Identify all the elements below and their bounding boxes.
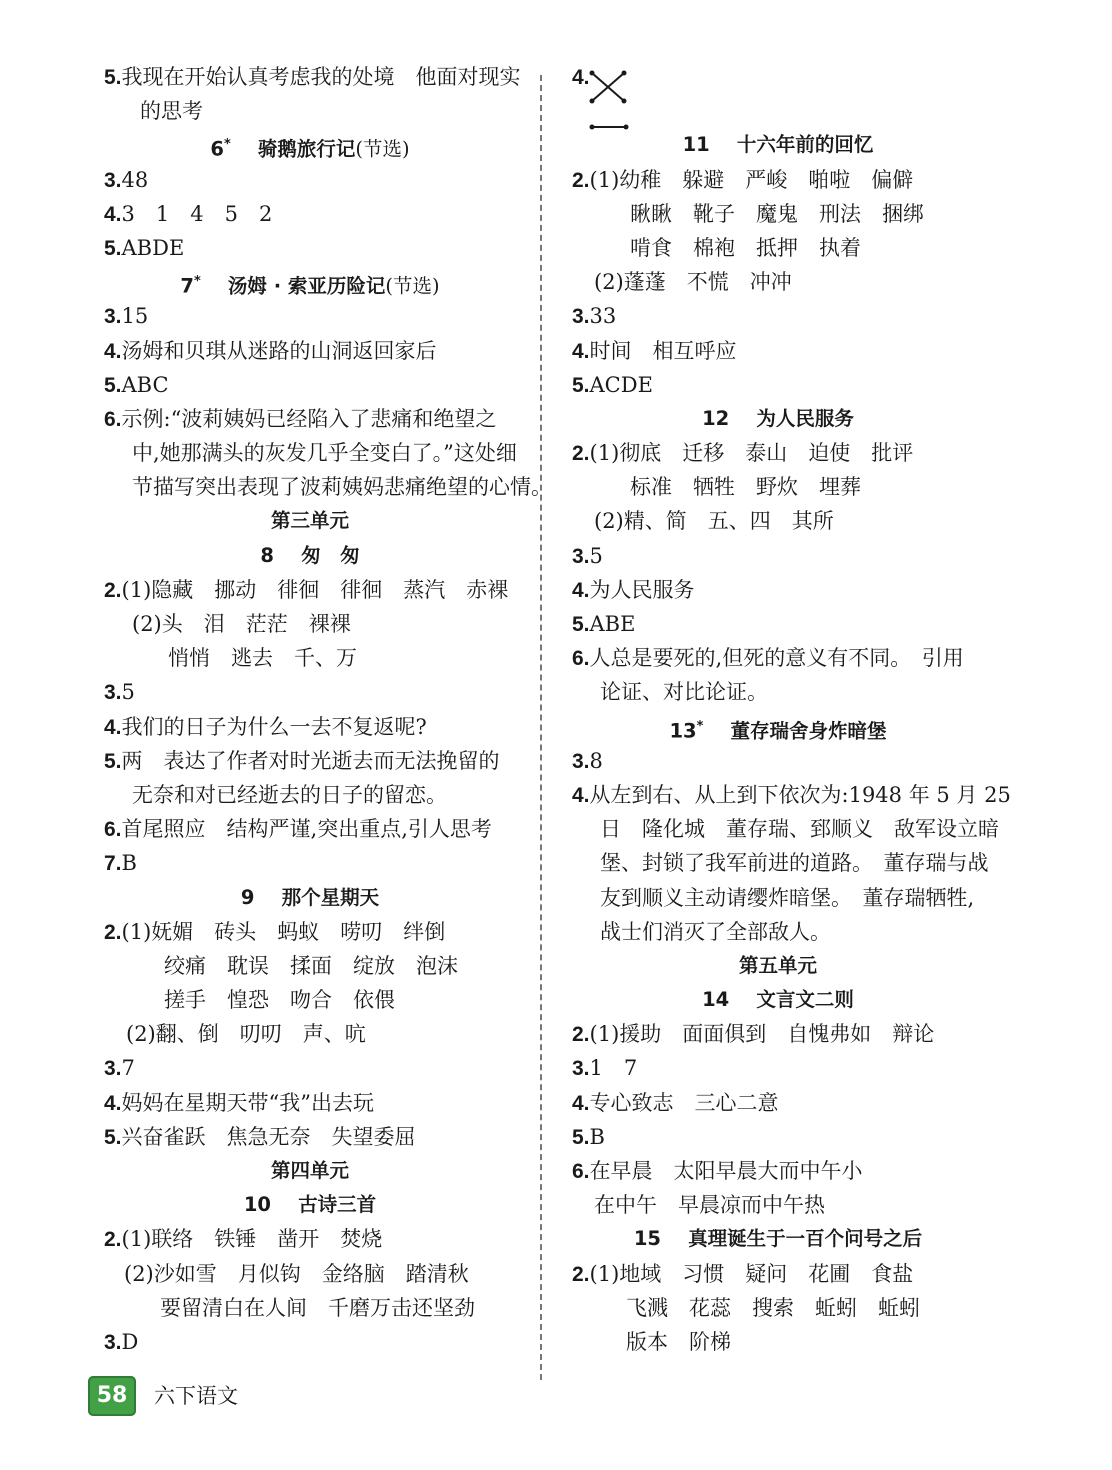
answer-text: 示例:“波莉姨妈已经陷入了悲痛和绝望之 xyxy=(121,406,497,431)
answer-text: 1 7 xyxy=(589,1056,638,1081)
matching-dot xyxy=(622,71,627,76)
answer-text: (2)头 泪 茫茫 裸裸 xyxy=(132,612,351,636)
lesson-heading xyxy=(90,539,530,573)
answer-text: 人总是要死的,但死的意义有不同。 引用 xyxy=(589,646,964,671)
answer-text: B xyxy=(589,1124,605,1149)
answer-item xyxy=(558,60,998,94)
lesson-number: 7 xyxy=(180,274,194,298)
lesson-title: 汤姆 · 索亚历险记 xyxy=(227,274,386,298)
question-number: 2. xyxy=(572,168,590,192)
question-number: 3. xyxy=(104,1057,122,1081)
lesson-title: 为人民服务 xyxy=(756,406,854,430)
answer-text: B xyxy=(121,851,137,876)
question-number: 2. xyxy=(104,578,122,602)
answer-item xyxy=(558,299,998,333)
answer-continuation xyxy=(558,504,998,538)
answer-text: ABDE xyxy=(121,235,185,260)
answer-text: (2)翻、倒 叨叨 声、吭 xyxy=(126,1022,366,1047)
lesson-title: 古诗三首 xyxy=(298,1193,377,1217)
answer-continuation xyxy=(558,94,998,128)
column-divider xyxy=(540,75,542,1380)
optional-lesson-star: * xyxy=(696,718,704,734)
answer-text: (2)蓬蓬 不慌 冲冲 xyxy=(594,270,792,295)
answer-item xyxy=(90,334,530,368)
answer-item xyxy=(558,1257,998,1291)
answer-continuation xyxy=(558,197,998,231)
answer-text: (1)联络 铁锤 凿开 焚烧 xyxy=(121,1227,383,1252)
lesson-heading xyxy=(558,949,998,983)
answer-text: 48 xyxy=(121,167,149,192)
lesson-title: 第五单元 xyxy=(738,953,817,977)
answer-text: 汤姆和贝琪从迷路的山洞返回家后 xyxy=(121,338,437,363)
answer-continuation xyxy=(558,1291,998,1325)
lesson-title: 第三单元 xyxy=(270,509,349,533)
question-number: 2. xyxy=(104,1228,122,1252)
question-number: 2. xyxy=(572,1023,590,1047)
question-number: 5. xyxy=(572,373,590,397)
answer-item xyxy=(90,846,530,880)
question-number: 3. xyxy=(572,305,590,329)
answer-text: (1)援助 面面俱到 自愧弗如 辩论 xyxy=(589,1022,935,1047)
answer-item xyxy=(558,778,1011,812)
answer-text: 兴奋雀跃 焦急无奈 失望委屈 xyxy=(121,1124,416,1149)
answer-continuation xyxy=(90,949,530,983)
answer-item xyxy=(90,710,530,744)
answer-text: 无奈和对已经逝去的日子的留恋。 xyxy=(132,782,447,807)
answer-continuation xyxy=(90,436,530,470)
answer-text: 7 xyxy=(121,1056,135,1081)
answer-text: 从左到右、从上到下依次为:1948 年 5 月 25 xyxy=(589,782,1011,807)
answer-text: (2)沙如雪 月似钩 金络脑 踏清秋 xyxy=(124,1261,469,1286)
answer-text: 在早晨 太阳早晨大而中午小 xyxy=(589,1159,863,1183)
answer-continuation xyxy=(90,1257,530,1291)
lesson-title: 匆 匆 xyxy=(301,543,360,567)
question-number: 4. xyxy=(104,1091,122,1115)
lesson-number: 10 xyxy=(243,1193,271,1217)
question-number: 6. xyxy=(104,407,122,431)
answer-text: 时间 相互呼应 xyxy=(589,338,737,363)
lesson-heading xyxy=(558,710,998,744)
lesson-heading xyxy=(90,265,530,299)
answer-text: ABC xyxy=(121,372,169,397)
lesson-title: 那个星期天 xyxy=(281,885,380,909)
lesson-heading xyxy=(90,504,530,538)
question-number: 6. xyxy=(572,1160,590,1183)
answer-item xyxy=(90,197,530,231)
answer-text: 要留清白在人间 千磨万击还坚劲 xyxy=(160,1295,475,1320)
answer-text: 33 xyxy=(589,304,617,329)
question-number: 4. xyxy=(572,66,590,89)
answer-text: 5 xyxy=(121,680,135,705)
answer-continuation xyxy=(558,470,998,504)
lesson-note: (节选) xyxy=(355,137,410,161)
lesson-title: 十六年前的回忆 xyxy=(736,133,874,157)
answer-item xyxy=(90,299,530,333)
question-number: 4. xyxy=(572,783,590,807)
answer-text: (1)幼稚 躲避 严峻 啪啦 偏僻 xyxy=(589,167,914,192)
answer-item xyxy=(558,1120,998,1154)
question-number: 5. xyxy=(104,373,122,397)
page-number-badge: 58 xyxy=(88,1376,136,1416)
lesson-title: 骑鹅旅行记 xyxy=(257,137,356,161)
answer-item xyxy=(558,1017,998,1051)
answer-continuation xyxy=(90,470,552,504)
answer-item xyxy=(90,1325,530,1359)
answer-item xyxy=(558,368,998,402)
question-number: 2. xyxy=(104,920,122,944)
answer-text: 战士们消灭了全部敌人。 xyxy=(600,919,831,944)
answer-continuation xyxy=(558,265,998,299)
answer-text: 在中午 早晨凉而中午热 xyxy=(594,1193,825,1218)
answer-item xyxy=(558,163,998,197)
answer-text: (1)地域 习惯 疑问 花圃 食盐 xyxy=(589,1261,914,1286)
answer-item xyxy=(558,641,998,675)
question-number: 5. xyxy=(104,749,122,773)
answer-text: 中,她那满头的灰发几乎全变白了。”这处细 xyxy=(132,441,517,466)
lesson-number: 8 xyxy=(260,543,274,567)
question-number: 4. xyxy=(104,202,122,226)
answer-item xyxy=(558,539,998,573)
lesson-number: 15 xyxy=(633,1227,661,1251)
answer-text: 堡、封锁了我军前进的道路。 董存瑞与战 xyxy=(600,851,989,876)
question-number: 3. xyxy=(104,305,122,329)
lesson-heading xyxy=(558,402,998,436)
answer-item xyxy=(90,1086,530,1120)
answer-text: 瞅瞅 靴子 魔鬼 刑法 捆绑 xyxy=(630,201,924,226)
answer-continuation xyxy=(558,881,998,915)
answer-item xyxy=(90,915,530,949)
lesson-heading xyxy=(90,1188,530,1222)
answer-item xyxy=(90,163,530,197)
question-number: 5. xyxy=(104,66,122,89)
optional-lesson-star: * xyxy=(193,274,201,290)
answer-item xyxy=(558,1051,998,1085)
answer-continuation xyxy=(558,675,998,709)
lesson-heading xyxy=(558,983,998,1017)
answer-text: 绞痛 耽误 揉面 绽放 泡沫 xyxy=(164,953,458,978)
lesson-heading xyxy=(558,1222,998,1256)
answer-text: 节描写突出表现了波莉姨妈悲痛绝望的心情。 xyxy=(132,475,552,500)
question-number: 3. xyxy=(104,681,122,705)
lesson-number: 13 xyxy=(669,719,697,743)
right-answer-column xyxy=(558,60,1011,1359)
answer-item xyxy=(90,744,530,778)
answer-item xyxy=(90,60,530,94)
answer-item xyxy=(558,334,998,368)
lesson-number: 14 xyxy=(702,988,730,1012)
answer-item xyxy=(558,1086,998,1120)
answer-item xyxy=(90,675,530,709)
answer-continuation xyxy=(558,812,998,846)
answer-item xyxy=(558,573,998,607)
answer-continuation xyxy=(90,1291,530,1325)
lesson-title: 董存瑞舍身炸暗堡 xyxy=(730,719,887,743)
answer-continuation xyxy=(90,641,530,675)
question-number: 5. xyxy=(104,236,122,260)
lesson-title: 第四单元 xyxy=(270,1159,349,1182)
answer-text: ABE xyxy=(589,612,636,636)
lesson-number: 11 xyxy=(682,133,710,157)
answer-item xyxy=(90,231,530,265)
answer-text: 两 表达了作者对时光逝去而无法挽留的 xyxy=(121,748,500,773)
left-answer-column xyxy=(90,60,552,1359)
answer-item xyxy=(558,607,998,641)
answer-text: 论证、对比论证。 xyxy=(600,680,768,705)
lesson-heading xyxy=(90,881,530,915)
answer-text: 妈妈在星期天带“我”出去玩 xyxy=(121,1090,374,1115)
answer-text: 友到顺义主动请缨炸暗堡。 董存瑞牺牲, xyxy=(600,885,975,910)
answer-item xyxy=(558,1154,998,1188)
question-number: 6. xyxy=(572,647,590,671)
lesson-number: 9 xyxy=(240,885,255,909)
answer-text: 5 xyxy=(589,543,603,568)
answer-item xyxy=(558,744,998,778)
question-number: 4. xyxy=(572,1091,590,1115)
answer-text: D xyxy=(121,1329,139,1354)
optional-lesson-star: * xyxy=(223,137,231,153)
answer-text: 版本 阶梯 xyxy=(626,1329,731,1354)
answer-continuation xyxy=(90,607,530,641)
answer-item xyxy=(90,368,530,402)
answer-text: 首尾照应 结构严谨,突出重点,引人思考 xyxy=(121,817,492,842)
answer-item xyxy=(90,402,530,436)
question-number: 2. xyxy=(572,1262,590,1286)
lesson-number: 12 xyxy=(702,406,730,430)
lesson-heading xyxy=(90,128,530,162)
answer-text: 为人民服务 xyxy=(589,577,695,602)
question-number: 3. xyxy=(572,1057,590,1081)
answer-continuation xyxy=(558,1325,998,1359)
answer-continuation xyxy=(558,915,998,949)
question-number: 5. xyxy=(572,613,590,636)
answer-text: (1)隐藏 挪动 徘徊 徘徊 蒸汽 赤裸 xyxy=(121,577,509,602)
answer-text: 的思考 xyxy=(140,99,203,124)
question-number: 5. xyxy=(104,1125,122,1149)
question-number: 3. xyxy=(572,544,590,568)
answer-text: 啃食 棉袍 抵押 执着 xyxy=(630,235,861,260)
answer-continuation xyxy=(90,983,530,1017)
lesson-note: (节选) xyxy=(385,274,440,298)
question-number: 3. xyxy=(104,168,122,192)
question-number: 4. xyxy=(104,339,122,363)
question-number: 2. xyxy=(572,442,590,466)
answer-text: 飞溅 花蕊 搜索 蚯蚓 蚯蚓 xyxy=(626,1295,920,1320)
answer-item xyxy=(558,436,998,470)
answer-item xyxy=(90,1222,530,1256)
answer-continuation xyxy=(558,846,998,880)
matching-dot xyxy=(590,71,595,76)
answer-text: 悄悄 逃去 千、万 xyxy=(168,646,357,671)
question-number: 4. xyxy=(572,578,590,602)
answer-text: 专心致志 三心二意 xyxy=(589,1090,779,1115)
question-number: 4. xyxy=(104,715,122,739)
answer-text: 搓手 惶恐 吻合 依偎 xyxy=(164,988,395,1013)
lesson-title: 文言文二则 xyxy=(756,988,854,1012)
answer-item xyxy=(90,1120,530,1154)
answer-text: 我们的日子为什么一去不复返呢? xyxy=(121,714,427,739)
answer-continuation xyxy=(558,1188,998,1222)
question-number: 4. xyxy=(572,339,590,363)
question-number: 3. xyxy=(572,749,590,773)
question-number: 7. xyxy=(104,852,122,876)
lesson-heading xyxy=(90,1154,530,1188)
answer-continuation xyxy=(90,778,530,812)
answer-text: ACDE xyxy=(589,372,653,397)
lesson-title: 真理诞生于一百个问号之后 xyxy=(688,1227,923,1251)
answer-text: (1)妩媚 砖头 蚂蚁 唠叨 绊倒 xyxy=(121,919,446,944)
lesson-number: 6 xyxy=(210,137,224,161)
answer-text: 我现在开始认真考虑我的处境 他面对现实 xyxy=(121,65,521,89)
question-number: 5. xyxy=(572,1125,590,1149)
answer-text: (1)彻底 迁移 泰山 迫使 批评 xyxy=(589,441,914,466)
answer-continuation xyxy=(90,94,530,128)
answer-text: (2)精、简 五、四 其所 xyxy=(594,509,834,534)
answer-text: 标准 牺牲 野炊 埋葬 xyxy=(630,475,861,500)
subject-label: 六下语文 xyxy=(154,1384,238,1408)
answer-continuation xyxy=(558,231,998,265)
answer-text: 8 xyxy=(589,748,603,773)
answer-text: 15 xyxy=(121,304,149,329)
question-number: 3. xyxy=(104,1330,122,1354)
answer-continuation xyxy=(90,1017,530,1051)
lesson-heading xyxy=(558,128,998,162)
answer-item xyxy=(90,573,530,607)
answer-item xyxy=(90,1051,530,1085)
answer-text: 日 隆化城 董存瑞、郅顺义 敌军设立暗 xyxy=(600,817,999,842)
answer-item xyxy=(90,812,530,846)
answer-text: 3 1 4 5 2 xyxy=(121,201,273,226)
question-number: 6. xyxy=(104,818,122,842)
